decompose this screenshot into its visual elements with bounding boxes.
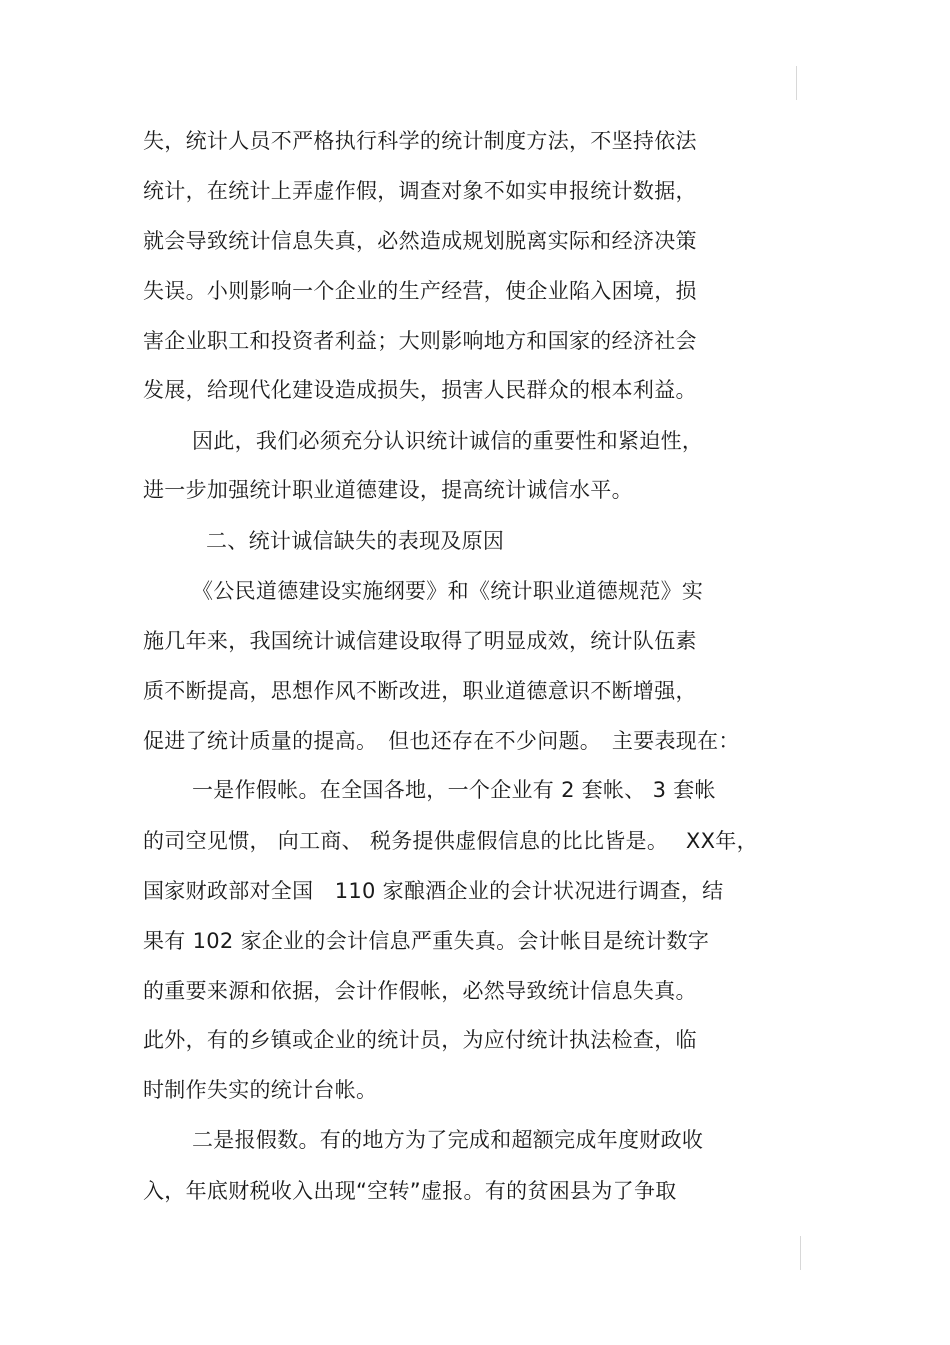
text-line: 质不断提高，思想作风不断改进，职业道德意识不断增强， [143,679,697,703]
text-line: 失，统计人员不严格执行科学的统计制度方法，不坚持依法 [143,129,697,153]
page-margin-mark-top [796,66,797,100]
paragraph-start-line: 因此，我们必须充分认识统计诚信的重要性和紧迫性， [192,429,704,453]
paragraph-start-line: 一是作假帐。在全国各地，一个企业有 2 套帐、 3 套帐 [192,778,716,802]
paragraph-start-line: 二是报假数。有的地方为了完成和超额完成年度财政收 [192,1128,704,1152]
text-line: 的重要来源和依据，会计作假帐，必然导致统计信息失真。 [143,979,697,1003]
text-line: 失误。小则影响一个企业的生产经营，使企业陷入困境，损 [143,279,697,303]
text-line: 此外，有的乡镇或企业的统计员，为应付统计执法检查，临 [143,1028,697,1052]
text-line: 果有 102 家企业的会计信息严重失真。会计帐目是统计数字 [143,929,710,953]
page-margin-mark-bottom [800,1236,801,1270]
text-line: 进一步加强统计职业道德建设，提高统计诚信水平。 [143,478,633,502]
text-line: 时制作失实的统计台帐。 [143,1078,378,1102]
text-line: 的司空见惯， 向工商、 税务提供虚假信息的比比皆是。 XX年， [143,829,758,853]
text-line: 施几年来，我国统计诚信建设取得了明显成效，统计队伍素 [143,629,697,653]
text-line: 发展，给现代化建设造成损失，损害人民群众的根本利益。 [143,378,697,402]
text-line: 就会导致统计信息失真，必然造成规划脱离实际和经济决策 [143,229,697,253]
text-line: 促进了统计质量的提高。 但也还存在不少问题。 主要表现在： [143,729,740,753]
section-heading: 二、统计诚信缺失的表现及原因 [206,529,505,553]
paragraph-start-line: 《公民道德建设实施纲要》和《统计职业道德规范》实 [192,579,704,603]
text-line: 统计，在统计上弄虚作假，调查对象不如实申报统计数据， [143,179,697,203]
text-line: 国家财政部对全国 110 家酿酒企业的会计状况进行调查，结 [143,879,724,903]
text-line: 害企业职工和投资者利益；大则影响地方和国家的经济社会 [143,329,697,353]
text-line: 入，年底财税收入出现“空转”虚报。有的贫困县为了争取 [143,1179,677,1203]
